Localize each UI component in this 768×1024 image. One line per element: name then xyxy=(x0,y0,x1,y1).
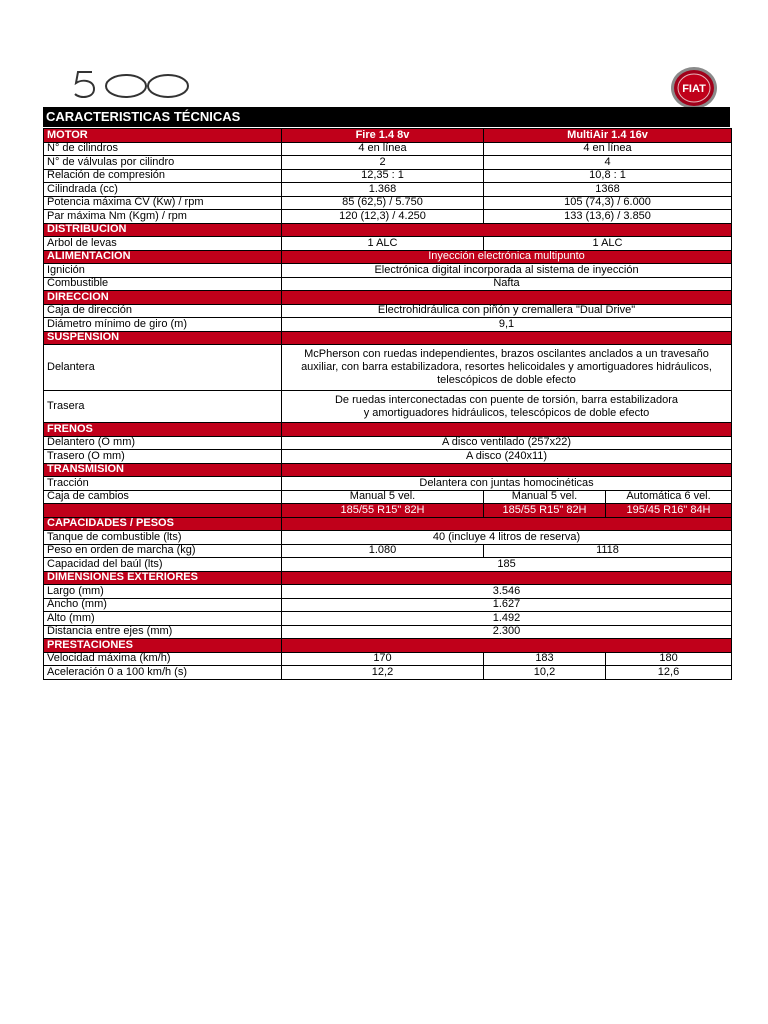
page-title: CARACTERISTICAS TÉCNICAS xyxy=(43,107,730,127)
table-row: Tracción Delantera con juntas homocinéticas xyxy=(44,477,732,491)
fiat-logo-text: FIAT xyxy=(682,83,706,95)
section-header: MOTOR xyxy=(44,129,282,143)
section-prestaciones xyxy=(44,639,732,653)
table-row: Potencia máxima CV (Kw) / rpm 85 (62,5) / 5.750 105 (74,3) / 6.000 xyxy=(44,196,732,210)
fiat-brand-logo xyxy=(669,65,719,111)
table-row: Cilindrada (cc) 1.368 1368 xyxy=(44,183,732,197)
table-row: Caja de dirección Electrohidráulica con piñón y cremallera "Dual Drive" xyxy=(44,304,732,318)
section-transmision xyxy=(44,463,732,477)
table-row: Tanque de combustible (lts) 40 (incluye 4 litros de reserva) xyxy=(44,531,732,545)
table-row: Peso en orden de marcha (kg) 1.080 1118 xyxy=(44,544,732,558)
table-row: Par máxima Nm (Kgm) / rpm 120 (12,3) / 4.250 133 (13,6) / 3.850 xyxy=(44,210,732,224)
section-header: TRANSMISION xyxy=(44,463,282,477)
section-header: DISTRIBUCION xyxy=(44,223,282,237)
table-row: Aceleración 0 a 100 km/h (s) 12,2 10,2 12,6 xyxy=(44,666,732,680)
section-header: CAPACIDADES / PESOS xyxy=(44,517,282,531)
table-row: Relación de compresión 12,35 : 1 10,8 : 1 xyxy=(44,169,732,183)
section-distribucion xyxy=(44,223,732,237)
section-header: FRENOS xyxy=(44,423,282,437)
section-header: PRESTACIONES xyxy=(44,639,282,653)
table-row: Capacidad del baúl (lts) 185 xyxy=(44,558,732,572)
fiat-500-logo xyxy=(72,66,194,102)
section-direccion xyxy=(44,291,732,305)
spec-table xyxy=(43,128,732,680)
section-header: ALIMENTACION xyxy=(44,250,282,264)
engine-col-2: MultiAir 1.4 16v xyxy=(484,129,732,143)
table-row: Ignición Electrónica digital incorporada al sistema de inyección xyxy=(44,264,732,278)
section-alimentacion: ALIMENTACION Inyección electrónica multipunto xyxy=(44,250,732,264)
table-row: Largo (mm) 3.546 xyxy=(44,585,732,599)
section-header: SUSPENSIÓN xyxy=(44,331,282,345)
section-capacidades xyxy=(44,517,732,531)
engine-col-1: Fire 1.4 8v xyxy=(282,129,484,143)
section-header: DIMENSIONES EXTERIORES xyxy=(44,571,282,585)
section-header: DIRECCION xyxy=(44,291,282,305)
table-row: Delantera McPherson con ruedas independientes, brazos oscilantes anclados a un travesaño auxiliar, con barra estabilizadora, resortes helicoidales y amortiguadores hidráulicos, telescópicos de doble efecto xyxy=(44,345,732,391)
table-row: Distancia entre ejes (mm) 2.300 xyxy=(44,625,732,639)
section-motor xyxy=(44,129,732,143)
section-suspension xyxy=(44,331,732,345)
table-row: Trasera De ruedas interconectadas con puente de torsión, barra estabilizadora y amortiguadores hidráulicos, telescópicos de doble efecto xyxy=(44,391,732,423)
table-row: 185/55 R15" 82H 185/55 R15" 82H 195/45 R16" 84H xyxy=(44,504,732,518)
table-row: N° de cilindros 4 en línea 4 en línea xyxy=(44,142,732,156)
table-row: Combustible Nafta xyxy=(44,277,732,291)
table-row: Arbol de levas 1 ALC 1 ALC xyxy=(44,237,732,251)
table-row: Diámetro mínimo de giro (m) 9,1 xyxy=(44,318,732,332)
table-row: Caja de cambios Manual 5 vel. Manual 5 vel. Automática 6 vel. xyxy=(44,490,732,504)
section-dimensiones xyxy=(44,571,732,585)
section-frenos xyxy=(44,423,732,437)
table-row: Velocidad máxima (km/h) 170 183 180 xyxy=(44,652,732,666)
table-row: N° de válvulas por cilindro 2 4 xyxy=(44,156,732,170)
table-row: Trasero (O mm) A disco (240x11) xyxy=(44,450,732,464)
table-row: Alto (mm) 1.492 xyxy=(44,612,732,626)
table-row: Delantero (O mm) A disco ventilado (257x22) xyxy=(44,436,732,450)
table-row: Ancho (mm) 1.627 xyxy=(44,598,732,612)
